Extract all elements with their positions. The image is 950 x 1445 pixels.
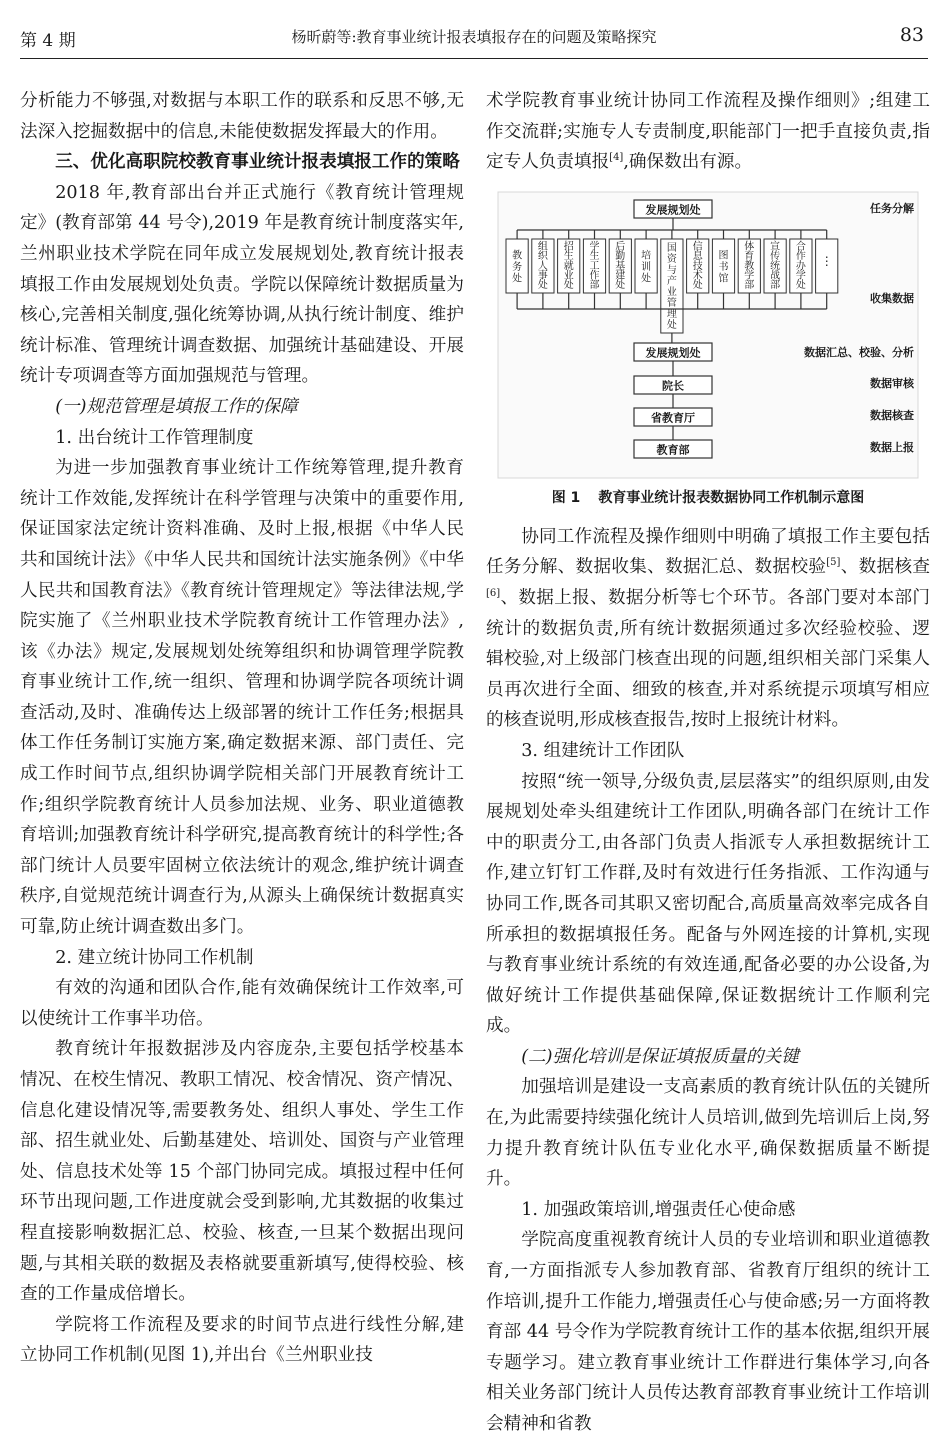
citation: [6] (486, 588, 501, 600)
department-label: ⋮ (820, 253, 833, 268)
department-label: 后勤基建处 (615, 241, 626, 291)
citation: [4] (609, 152, 624, 164)
flow-box-label: 院长 (662, 379, 684, 393)
paragraph: 教育统计年报数据涉及内容庞杂,主要包括学校基本情况、在校生情况、教职工情况、校舍情况、资产情况、信息化建设情况等,需要教务处、组织人事处、学生工作部、招生就业处、后勤基建处、培训处、国资与产业管理处、信息技术处等 15 个部门协同完成。填报过程中任何环节出现问题,工作进度就会受到影响,尤其数据的收集过程直接影响数据汇总、校验、核查,一旦某个数据出现问题,与其相关联的数据及表格就要重新填写,使得校验、核查的工作量成倍增长。 (20, 1039, 464, 1305)
stage-label: 数据核查 (870, 408, 914, 422)
paragraph: 2018 年,教育部出台并正式施行《教育统计管理规定》(教育部第 44 号令),2019 年是教育统计制度落实年,兰州职业技术学院在同年成立发展规划处,教育统计报表填报工作由发展规划处负责。学院以保障统计数据质量为核心,完善相关制度,强化统筹协调,从执行统计制度、维护统计标准、管理统计调查数据、加强统计基础建设、开展统计专项调查等方面加强规范与管理。 (20, 182, 464, 387)
department-label: 合作办学处 (795, 241, 806, 291)
paragraph: 加强培训是建设一支高素质的教育统计队伍的关键所在,为此需要持续强化统计人员培训,做到先培训后上岗,努力提升教育统计队伍专业化水平,确保数据质量不断提升。 (486, 1077, 930, 1190)
issue-number: 第 4 期 (20, 31, 76, 51)
department-label: 信息技术处 (692, 241, 703, 291)
paragraph: 分析能力不够强,对数据与本职工作的联系和反思不够,无法深入挖掘数据中的信息,未能使数据发挥最大的作用。 (20, 91, 464, 142)
department-label: 国资与产业管理处 (666, 242, 677, 331)
paragraph: 学院高度重视教育统计人员的专业培训和职业道德教育,一方面指派专人参加教育部、省教育厅组织的统计工作培训,提升工作能力,增强责任心与使命感;另一方面将教育部 44 号令作为学院教育统计工作的基本依据,组织开展专题学习。建立教育事业统计工作群进行集体学习,向各相关业务部门统计人员传达教育部教育事业统计工作培训会精神和省教 (486, 1230, 930, 1434)
department-label: 宣传统战部 (770, 241, 781, 291)
paragraph: 协同工作流程及操作细则中明确了填报工作主要包括任务分解、数据收集、数据汇总、数据校验[5]、数据核查[6]、数据上报、数据分析等七个环节。各部门要对本部门统计的数据负责,所有统计数据须通过多次经验校验、逻辑校验,对上级部门核查出现的问题,组织相关部门采集人员再次进行全面、细致的核查,并对系统提示项填写相应的核查说明,形成核查报告,按时上报统计材料。 (486, 526, 930, 731)
department-label: 组织人事处 (537, 241, 548, 291)
flowchart-diagram (486, 190, 930, 480)
figure-caption (486, 488, 930, 508)
stage-label: 任务分解 (870, 201, 914, 215)
paragraph: 有效的沟通和团队合作,能有效确保统计工作效率,可以使统计工作事半功倍。 (20, 978, 464, 1029)
item-heading: 1. 加强政策培训,增强责任心使命感 (521, 1199, 796, 1220)
running-title: 杨昕蔚等:教育事业统计报表填报存在的问题及策略探究 (291, 28, 657, 46)
department-label: 体育教学部 (744, 241, 755, 291)
item-heading: 3. 组建统计工作团队 (521, 740, 685, 761)
figure-number: 图 1 (551, 489, 581, 506)
department-label: 图书馆 (718, 250, 729, 285)
figure-title: 教育事业统计报表数据协同工作机制示意图 (598, 489, 865, 506)
left-column (20, 86, 464, 1371)
citation: [5] (826, 557, 841, 569)
subsection-heading: (二)强化培训是保证填报质量的关键 (521, 1046, 799, 1067)
section-heading: 三、优化高职院校教育事业统计报表填报工作的策略 (55, 152, 460, 173)
running-header (20, 20, 928, 59)
flow-box-label: 教育部 (656, 443, 690, 457)
paragraph: 学院将工作流程及要求的时间节点进行线性分解,建立协同工作机制(见图 1),并出台《兰州职业技 (20, 1314, 464, 1366)
stage-label: 数据上报 (870, 440, 914, 454)
flow-box-label: 发展规划处 (645, 346, 701, 360)
box-top-label: 发展规划处 (645, 203, 701, 217)
subsection-heading: (一)规范管理是填报工作的保障 (55, 396, 298, 417)
figure (486, 190, 930, 508)
stage-label: 收集数据 (870, 291, 914, 305)
department-label: 教务处 (512, 250, 523, 285)
stage-label: 数据汇总、校验、分析 (804, 345, 914, 359)
item-heading: 2. 建立统计协同工作机制 (55, 947, 254, 968)
paragraph: 按照“统一领导,分级负责,层层落实”的组织原则,由发展规划处牵头组建统计工作团队,明确各部门在统计工作中的职责分工,由各部门负责人指派专人承担数据统计工作,建立钉钉工作群,及时有效进行任务指派、工作沟通与协同工作,既各司其职又密切配合,高质量高效率完成各自所承担的数据填报任务。配备与外网连接的计算机,实现与教育事业统计系统的有效连通,配备必要的办公设备,为做好统计工作提供基础保障,保证数据统计工作顺利完成。 (486, 771, 930, 1037)
item-heading: 1. 出台统计工作管理制度 (55, 427, 254, 448)
department-label: 培训处 (641, 250, 652, 285)
stage-label: 数据审核 (870, 376, 914, 390)
department-label: 学生工作部 (589, 241, 600, 291)
department-label: 招生就业处 (563, 241, 574, 291)
paragraph: 术学院教育事业统计协同工作流程及操作细则》;组建工作交流群;实施专人专责制度,职能部门一把手直接负责,指定专人负责填报[4],确保数出有源。 (486, 91, 930, 173)
right-column (486, 86, 930, 1440)
flow-box-label: 省教育厅 (651, 411, 695, 425)
page-number: 83 (899, 24, 924, 46)
paragraph: 为进一步加强教育事业统计工作统筹管理,提升教育统计工作效能,发挥统计在科学管理与决策中的重要作用,保证国家法定统计资料准确、及时上报,根据《中华人民共和国统计法》《中华人民共和国统计法实施条例》《中华人民共和国教育法》《教育统计管理规定》等法律法规,学院实施了《兰州职业技术学院教育统计工作管理办法》,该《办法》规定,发展规划处统筹组织和协调管理学院教育事业统计工作,统一组织、管理和协调学院各项统计调查活动,及时、准确传达上级部署的统计工作任务;根据具体工作任务制订实施方案,确定数据来源、部门责任、完成工作时间节点,组织协调学院相关部门开展教育统计工作;组织学院教育统计人员参加法规、业务、职业道德教育培训;加强教育统计科学研究,提高教育统计的科学性;各部门统计人员要牢固树立依法统计的观念,维护统计调查秩序,自觉规范统计调查行为,从源头上确保统计数据真实可靠,防止统计调查数出多门。 (20, 458, 464, 938)
figure-frame (498, 192, 918, 478)
